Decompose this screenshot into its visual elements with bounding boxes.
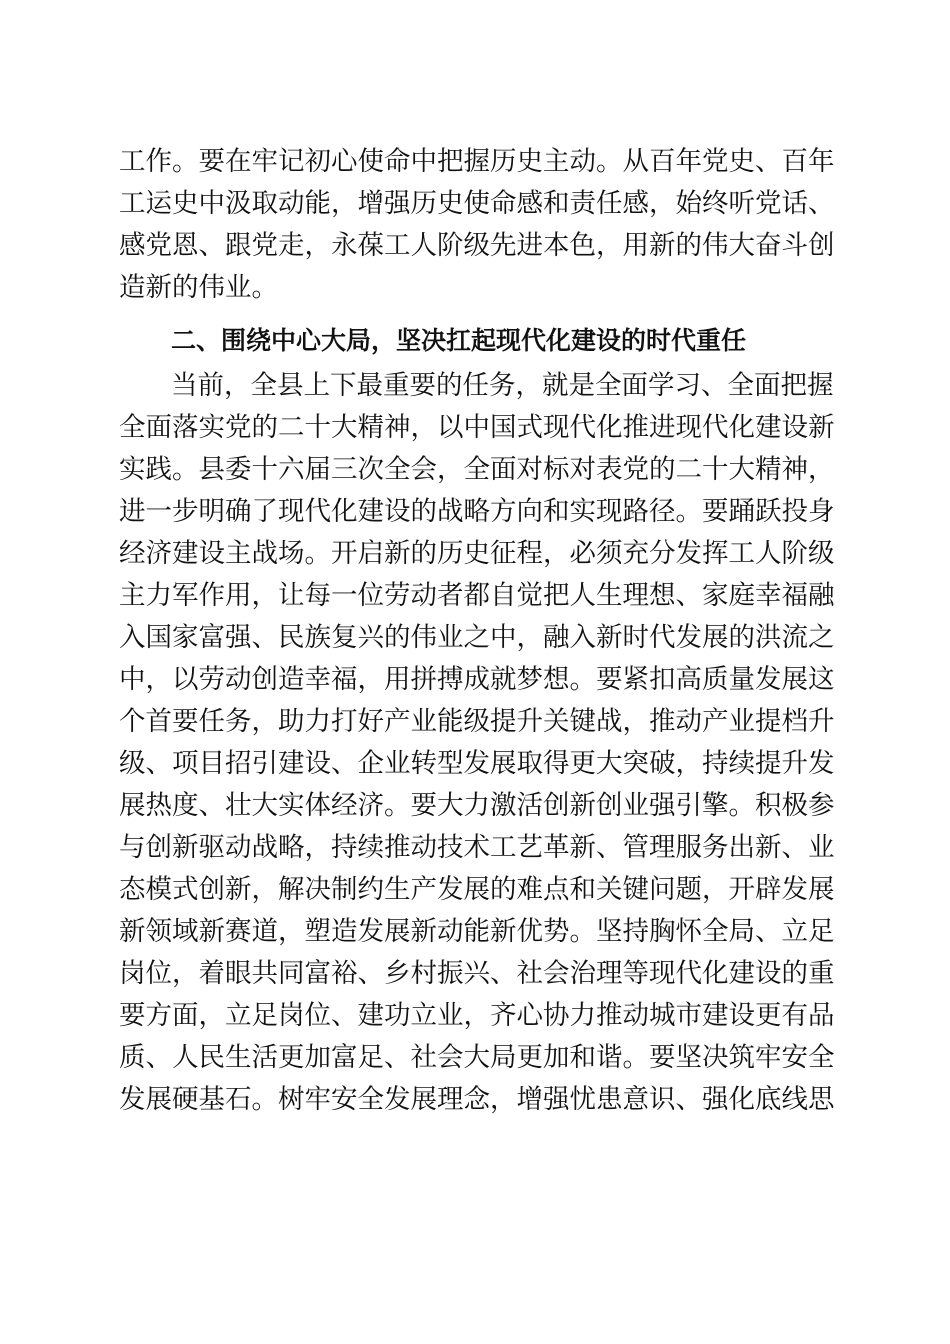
paragraph-2-line-5: 经济建设主战场。开启新的历史征程，必须充分发挥工人阶级 [119, 538, 835, 569]
paragraph-2-line-11: 展热度、壮大实体经济。要大力激活创新创业强引擎。积极参 [119, 790, 835, 821]
paragraph-1-line-2: 工运史中汲取动能，增强历史使命感和责任感，始终听党话、 [119, 188, 835, 219]
paragraph-2-line-3: 实践。县委十六届三次全会，全面对标对表党的二十大精神， [119, 454, 835, 485]
paragraph-2-line-16: 要方面，立足岗位、建功立业，齐心协力推动城市建设更有品 [119, 1000, 835, 1031]
paragraph-2-line-18: 发展硬基石。树牢安全发展理念，增强忧患意识、强化底线思 [119, 1084, 835, 1115]
paragraph-2-line-7: 入国家富强、民族复兴的伟业之中，融入新时代发展的洪流之 [119, 622, 835, 653]
paragraph-2-line-8: 中，以劳动创造幸福，用拼搏成就梦想。要紧扣高质量发展这 [119, 664, 835, 695]
paragraph-2-line-4: 进一步明确了现代化建设的战略方向和实现路径。要踊跃投身 [119, 496, 835, 527]
paragraph-2-line-1: 当前，全县上下最重要的任务，就是全面学习、全面把握 [171, 370, 834, 401]
paragraph-2-line-2: 全面落实党的二十大精神，以中国式现代化推进现代化建设新 [119, 412, 835, 443]
section-heading: 二、围绕中心大局，坚决扛起现代化建设的时代重任 [171, 326, 747, 355]
paragraph-2-line-13: 态模式创新，解决制约生产发展的难点和关键问题，开辟发展 [119, 874, 835, 905]
paragraph-2-line-6: 主力军作用，让每一位劳动者都自觉把人生理想、家庭幸福融 [119, 580, 835, 611]
paragraph-2-line-12: 与创新驱动战略，持续推动技术工艺革新、管理服务出新、业 [119, 832, 835, 863]
paragraph-2-line-14: 新领域新赛道，塑造发展新动能新优势。坚持胸怀全局、立足 [119, 916, 835, 947]
paragraph-1-line-4: 造新的伟业。 [119, 272, 278, 303]
paragraph-1-line-1: 工作。要在牢记初心使命中把握历史主动。从百年党史、百年 [119, 146, 835, 177]
paragraph-2-line-17: 质、人民生活更加富足、社会大局更加和谐。要坚决筑牢安全 [119, 1042, 835, 1073]
paragraph-2-line-9: 个首要任务，助力打好产业能级提升关键战，推动产业提档升 [119, 706, 835, 737]
paragraph-2-line-15: 岗位，着眼共同富裕、乡村振兴、社会治理等现代化建设的重 [119, 958, 835, 989]
paragraph-2-line-10: 级、项目招引建设、企业转型发展取得更大突破，持续提升发 [119, 748, 835, 779]
paragraph-1-line-3: 感党恩、跟党走，永葆工人阶级先进本色，用新的伟大奋斗创 [119, 230, 835, 261]
